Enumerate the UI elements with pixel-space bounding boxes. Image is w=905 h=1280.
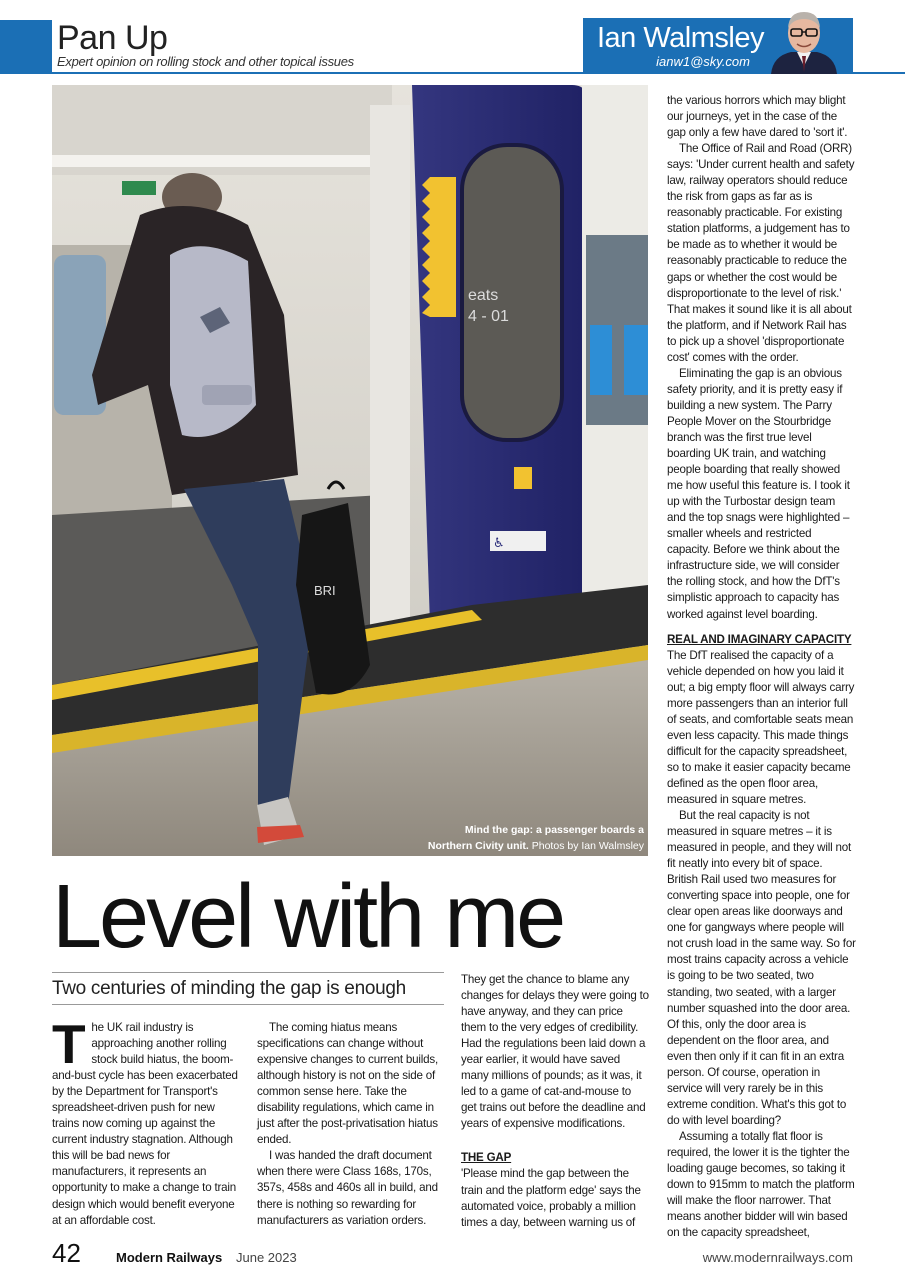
body-paragraph: The Office of Rail and Road (ORR) says: 'Under current health and safety law, railway operators should reduce the risk from gaps as far as is reasonably practicable. For existing station platforms, a judgement has to be made as to whether it would be reasonably practicable to reduce the gaps or whether the cost would be disproportionate to the level of risk.' That makes it sound like it is all about the platform, and if Network Rail has to pick up a shovel 'disproportionate cost' comes with the order. bbox=[667, 142, 855, 364]
magazine-name: Modern Railways bbox=[116, 1250, 223, 1265]
headline: Level with me bbox=[52, 867, 564, 967]
standfirst: Two centuries of minding the gap is enough bbox=[52, 978, 406, 999]
author-email: ianw1@sky.com bbox=[656, 54, 750, 69]
standfirst-rule-bottom bbox=[52, 1004, 444, 1005]
column-1 bbox=[52, 1013, 238, 1229]
column-3 bbox=[461, 972, 649, 1231]
author-name: Ian Walmsley bbox=[597, 22, 764, 54]
body-paragraph: The DfT realised the capacity of a vehicle depended on how you laid it out; a big empty floor will always carry more passengers than an interior full of seats, and comfortable seats mean even less capacity. This made things difficult for the capacity spreadsheet, so to make it easier capacity became defined as the open floor area, measured in square metres. bbox=[667, 648, 855, 806]
body-paragraph: They get the chance to blame any changes for delays they were going to have anyway, and they can price them to the very edges of credibility. Had the regulations been laid down a year earlier, it would have saved many millions of pounds; as it was, it led to a game of cat-and-mouse to get trains out before the deadline and years of expensive modifications. bbox=[461, 973, 649, 1131]
body-paragraph: But the real capacity is not measured in square metres – it is measured in people, and they will not fit neatly into every bit of space. British Rail used two measures for converting space into people, one for clear open areas like doorways and one for gangways where people will not crush load in the same way. So for most trains capacity across a vehicle is going to be two seated, two standing, two seated, with a larger number squashed into the door area. Of this, only the door area is dependent on the floor area, and even then only if it can fit in an extra person. Of course, operation in service will very rarely be in this extreme condition. What's this got to do with level boarding? bbox=[667, 809, 856, 1127]
body-paragraph: 'Please mind the gap between the train and the platform edge' says the automated voice, probably a million times a day, between warning us of bbox=[461, 1167, 641, 1229]
drop-cap: T bbox=[52, 1013, 86, 1075]
train-door-illustration bbox=[52, 85, 648, 856]
column-4 bbox=[667, 93, 856, 1241]
section-color-bar bbox=[0, 20, 52, 72]
caption-credit: Photos by Ian Walmsley bbox=[531, 840, 644, 852]
photo-caption bbox=[424, 822, 644, 854]
body-paragraph: The coming hiatus means specifications can change without expensive changes to current builds, although history is not on the side of common sense here. Take the disability regulations, which came in just after the post-privatisation hiatus ended. bbox=[257, 1021, 438, 1147]
svg-text:4 - 01: 4 - 01 bbox=[468, 308, 509, 325]
website-url: www.modernrailways.com bbox=[702, 1250, 853, 1265]
body-paragraph: The UK rail industry is approaching another rolling stock build hiatus, the boom-and-bust cycle has been exacerbated by the Department for Transport's spreadsheet-driven push for new trains now coming up against the current industry stagnation. Although this will be bad news for manufacturers, it represents an opportunity to make a change to train design which would benefit everyone at an affordable cost. bbox=[52, 1013, 238, 1227]
caption-bold: Mind the gap: a passenger boards a Northern Civity unit. bbox=[427, 824, 644, 852]
bag-text: BRI bbox=[314, 583, 336, 598]
page-number: 42 bbox=[52, 1238, 81, 1268]
body-paragraph: Assuming a totally flat floor is required, the lower it is the tighter the loading gauge becomes, so taking it down to 915mm to match the platform will make the floor narrower. That means another bidder will win based on the capacity spreadsheet, bbox=[667, 1129, 855, 1240]
door-pictograms: ♿ bbox=[493, 536, 505, 551]
body-paragraph: I was handed the draft document when there were Class 168s, 170s, 357s, 458s and 460s all in build, and there is nothing so rewarding for manufacturers as variation orders. bbox=[257, 1149, 438, 1227]
section-title: Pan Up bbox=[57, 19, 168, 57]
author-portrait bbox=[765, 6, 843, 74]
body-paragraph: the various horrors which may blight our journeys, yet in the case of the gap only a few have dared to 'sort it'. bbox=[667, 94, 848, 140]
body-paragraph: Eliminating the gap is an obvious safety priority, and it is pretty easy if building a new system. The Parry People Mover on the Stourbridge branch was the first true level boarding UK train, and watching people boarding that really showed me how useful this feature is. I took it up with the Turbostar design team and the top snags were highlighted – smaller wheels and restricted capacity. Before we think about the infrastructure side, we will consider the rolling stock, and how the DfT's simplistic approach to capacity has worked against level boarding. bbox=[667, 366, 850, 621]
section-subtitle: Expert opinion on rolling stock and other topical issues bbox=[57, 54, 354, 69]
column-2 bbox=[257, 1020, 443, 1229]
subhead-real-and-imaginary-capacity: REAL AND IMAGINARY CAPACITY bbox=[667, 632, 852, 646]
main-photo bbox=[52, 85, 648, 856]
standfirst-rule-top bbox=[52, 972, 444, 973]
subhead-the-gap: THE GAP bbox=[461, 1151, 512, 1165]
issue-date: June 2023 bbox=[236, 1250, 297, 1265]
svg-text:eats: eats bbox=[468, 287, 499, 304]
